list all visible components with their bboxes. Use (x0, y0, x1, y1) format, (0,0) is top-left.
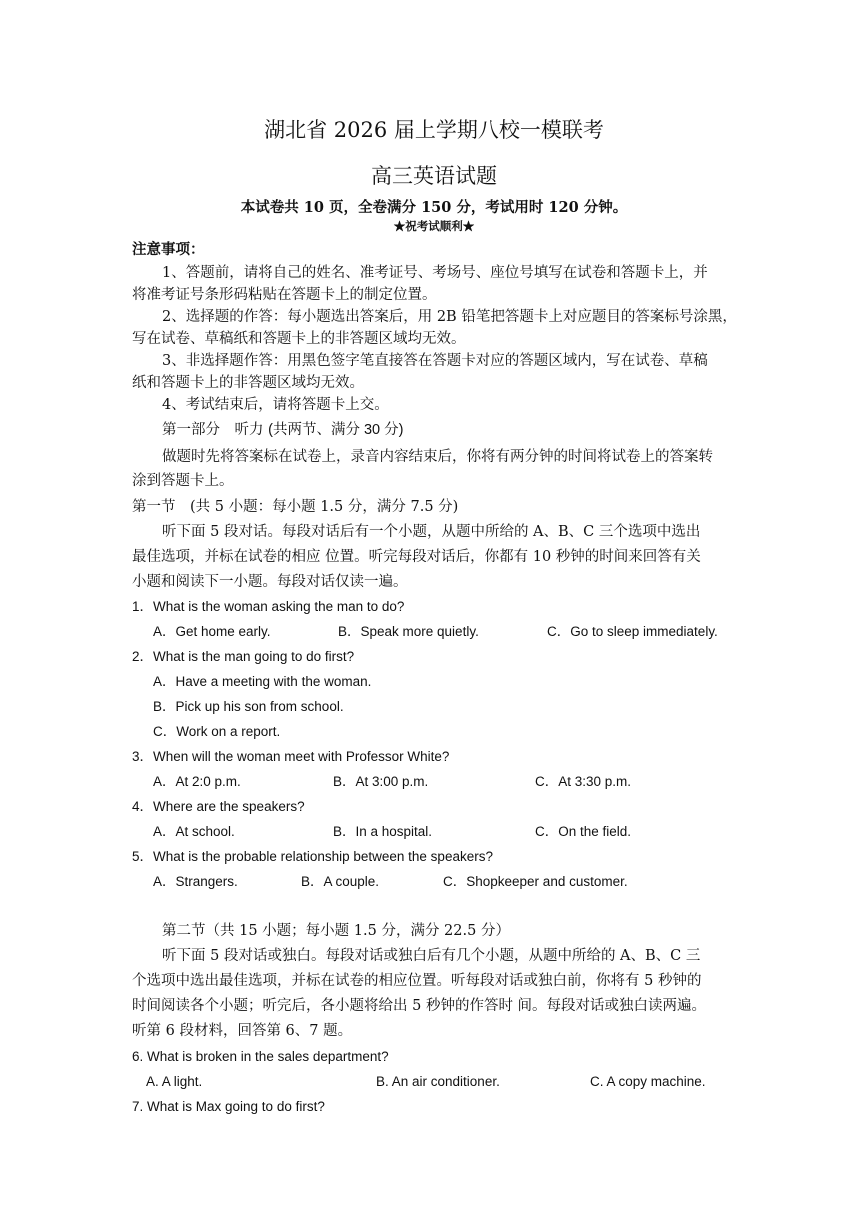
q4-option-c: C．On the field. (535, 824, 632, 839)
section1-heading: 第一节 (共 5 小题：每小题 1.5 分，满分 7.5 分) (132, 499, 459, 515)
q5-option-b: B．A couple. (301, 874, 380, 889)
exam-title: 湖北省 2026 届上学期八校一模联考 (264, 118, 604, 142)
notice-item-3-line-2: 纸和答题卡上的非答题区域均无效。 (132, 375, 364, 391)
part1-heading-score: (共两节、满分 30 分) (268, 422, 404, 438)
q3-option-c: C．At 3:30 p.m. (535, 774, 632, 789)
q1-option-c: C．Go to sleep immediately. (547, 624, 718, 639)
exam-subtitle: 高三英语试题 (371, 164, 497, 188)
section2-intro-line-1: 听下面 5 段对话或独白。每段对话或独白后有几个小题，从题中所给的 A、B、C 三 (162, 948, 701, 964)
q6-option-b: B. An air conditioner. (376, 1074, 500, 1089)
notice-item-2-line-1: 2、选择题的作答：每小题选出答案后，用 2B 铅笔把答题卡上对应题目的答案标号涂黑， (162, 309, 737, 325)
notice-item-4: 4、考试结束后，请将答题卡上交。 (162, 397, 389, 413)
q5-option-c: C．Shopkeeper and customer. (443, 874, 628, 889)
q2-option-b: B．Pick up his son from school. (153, 699, 344, 714)
q1-option-a: A．Get home early. (153, 624, 271, 639)
q2-option-a: A．Have a meeting with the woman. (153, 674, 372, 689)
q1-option-b: B．Speak more quietly. (338, 624, 479, 639)
notice-item-1-line-2: 将准考证号条形码粘贴在答题卡上的制定位置。 (132, 287, 437, 303)
part1-heading (162, 420, 403, 440)
section1-intro-line-2: 最佳选项，并标在试卷的相应 位置。听完每段对话后，你都有 10 秒钟的时间来回答有关 (132, 549, 701, 565)
question-6: 6. What is broken in the sales department? (132, 1049, 389, 1064)
section2-intro-line-3: 时间阅读各个小题；听完后，各小题将给出 5 秒钟的作答时 间。每段对话或独白读两遍。 (132, 998, 707, 1014)
question-2: 2．What is the man going to do first? (132, 649, 355, 664)
notice-heading: 注意事项： (132, 241, 205, 258)
section1-intro-line-3: 小题和阅读下一小题。每段对话仅读一遍。 (132, 574, 408, 590)
section2-heading: 第二节（共 15 小题；每小题 1.5 分，满分 22.5 分） (162, 923, 510, 939)
question-1: 1．What is the woman asking the man to do? (132, 599, 405, 614)
exam-wish: ★祝考试顺利★ (393, 219, 475, 233)
notice-item-1-line-1: 1、答题前，请将自己的姓名、准考证号、考场号、座位号填写在试卷和答题卡上，并 (162, 265, 708, 281)
part1-intro-line-2: 涂到答题卡上。 (132, 473, 234, 489)
q5-option-a: A．Strangers. (153, 874, 238, 889)
part1-heading-main: 第一部分 听力 (162, 422, 264, 438)
q3-option-a: A．At 2:0 p.m. (153, 774, 241, 789)
q6-option-a: A. A light. (146, 1074, 203, 1089)
q2-option-c: C．Work on a report. (153, 724, 281, 739)
notice-item-2-line-2: 写在试卷、草稿纸和答题卡上的非答题区域均无效。 (132, 331, 466, 347)
exam-info: 本试卷共 10 页，全卷满分 150 分，考试用时 120 分钟。 (240, 199, 628, 216)
q4-option-a: A．At school. (153, 824, 235, 839)
question-3: 3．When will the woman meet with Professor White? (132, 749, 450, 764)
section1-intro-line-1: 听下面 5 段对话。每段对话后有一个小题，从题中所给的 A、B、C 三个选项中选出 (162, 524, 701, 540)
question-7: 7. What is Max going to do first? (132, 1099, 325, 1114)
question-4: 4．Where are the speakers? (132, 799, 305, 814)
notice-item-3-line-1: 3、非选择题作答：用黑色签字笔直接答在答题卡对应的答题区域内，写在试卷、草稿 (162, 353, 708, 369)
section2-intro-line-2: 个选项中选出最佳选项，并标在试卷的相应位置。听每段对话或独白前，你将有 5 秒钟的 (132, 973, 702, 989)
q6-option-c: C. A copy machine. (590, 1074, 706, 1089)
part1-intro-line-1: 做题时先将答案标在试卷上，录音内容结束后，你将有两分钟的时间将试卷上的答案转 (162, 449, 713, 465)
section2-intro-line-4: 听第 6 段材料，回答第 6、7 题。 (132, 1023, 353, 1039)
question-5: 5．What is the probable relationship between the speakers? (132, 849, 493, 864)
q4-option-b: B．In a hospital. (333, 824, 433, 839)
q3-option-b: B．At 3:00 p.m. (333, 774, 429, 789)
